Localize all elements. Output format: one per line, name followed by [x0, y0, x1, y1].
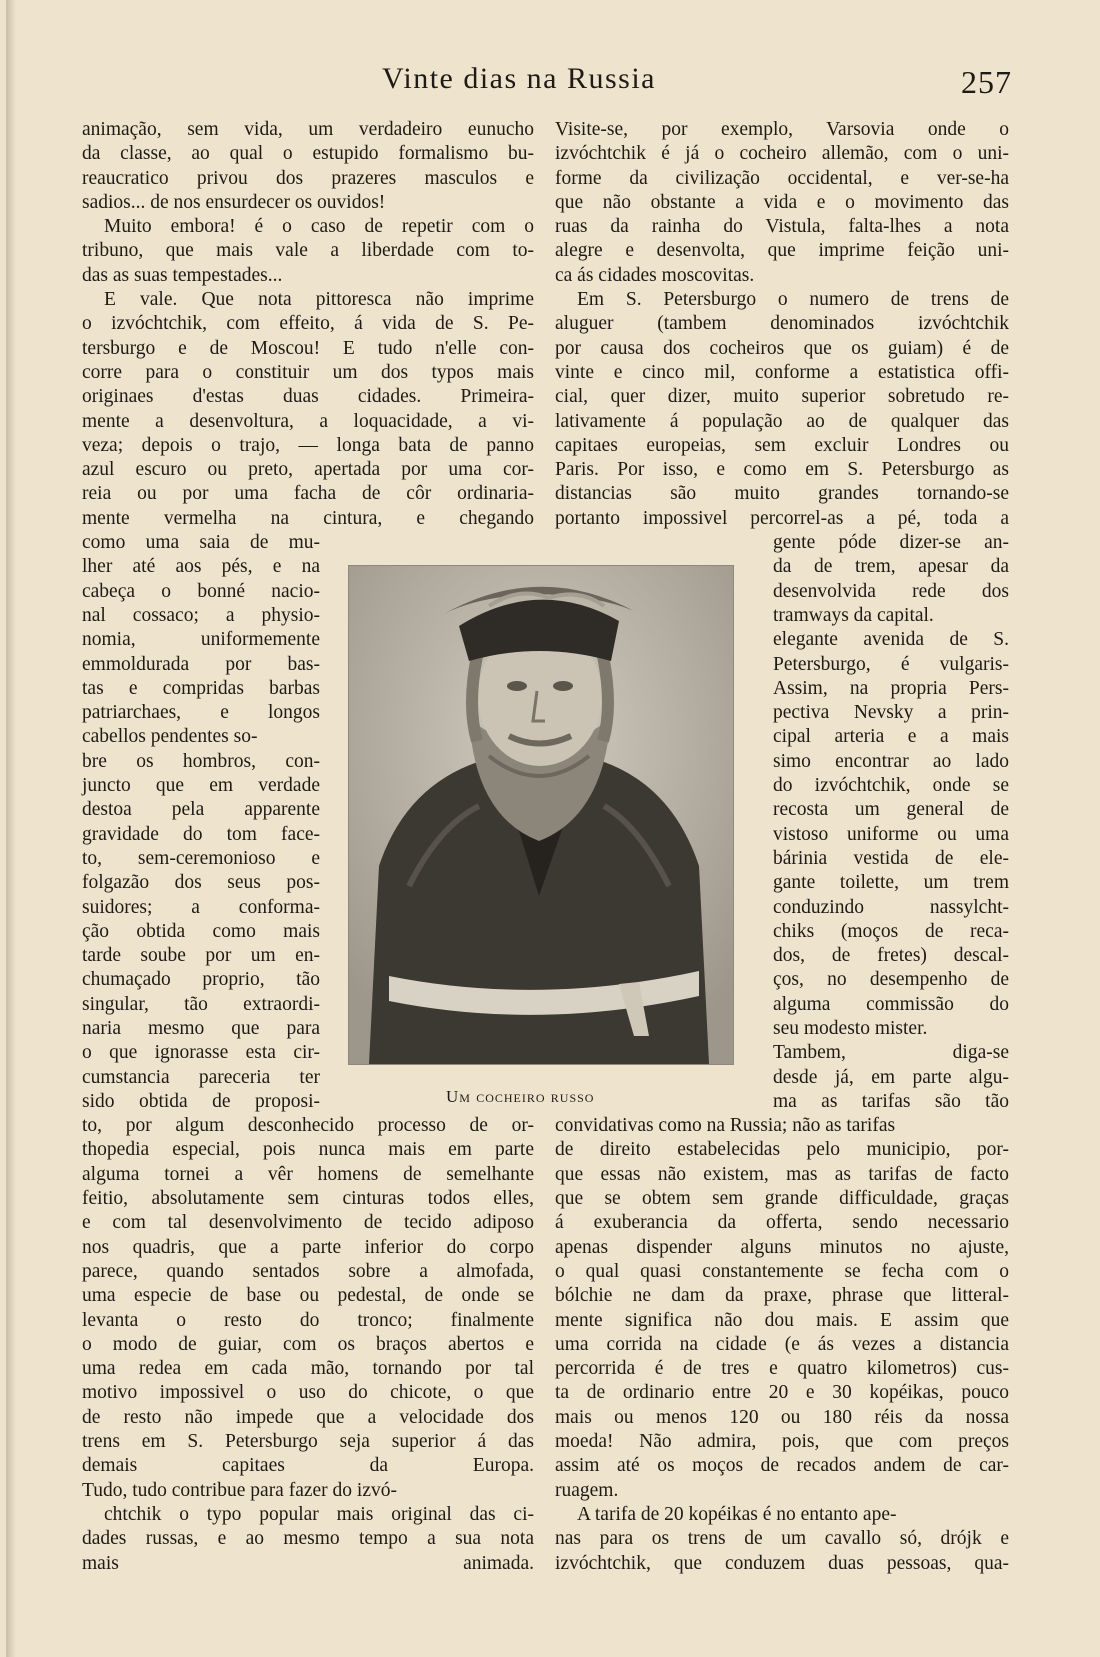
left-column-line: juncto que em verdade: [82, 775, 320, 797]
right-column-line: izvóchtchik, que conduzem duas pessoas, qua-: [555, 1552, 1009, 1574]
right-column-line: cial, quer dizer, muito superior sobretudo re-: [555, 386, 1009, 408]
left-column-line: destoa pela apparente: [82, 799, 320, 821]
left-column-line: sadios... de nos ensurdecer os ouvidos!: [82, 191, 386, 213]
right-column-line: elegante avenida de S.: [773, 629, 1009, 651]
right-column-line: pectiva Nevsky a prin-: [773, 702, 1009, 724]
left-column-line: e com tal desenvolvimento de tecido adiposo: [82, 1212, 534, 1234]
right-column-line: que essas não existem, mas as tarifas de facto: [555, 1163, 1009, 1185]
left-column-line: mais animada.: [82, 1552, 534, 1574]
left-column-line: o modo de guiar, com os braços abertos e: [82, 1333, 534, 1355]
right-column-line: convidativas como na Russia; não as tarifas: [555, 1115, 896, 1137]
left-column-line: reaucratico privou dos prazeres masculos e: [82, 167, 534, 189]
left-column-line: tarde soube por um en-: [82, 945, 320, 967]
left-column-line: o izvóchtchik, com effeito, á vida de S. Pe-: [82, 313, 534, 335]
coachman-photograph: [348, 565, 734, 1065]
right-column-line: tramways da capital.: [773, 604, 934, 626]
left-column-line: uma redea em cada mão, tornando por tal: [82, 1358, 534, 1380]
left-column-line: como uma saia de mu-: [82, 532, 320, 554]
coachman-portrait-illustration: [349, 566, 733, 1064]
left-column-line: emmoldurada por bas-: [82, 653, 320, 675]
left-column-line: cumstancia pareceria ter: [82, 1066, 320, 1088]
left-column-line: singular, tão extraordi-: [82, 993, 320, 1015]
left-column-line: ção obtida como mais: [82, 920, 320, 942]
left-column-line: de resto não impede que a velocidade dos: [82, 1406, 534, 1428]
left-column-line: tas e compridas barbas: [82, 677, 320, 699]
right-column-line: vinte e cinco mil, conforme a estatistica offi-: [555, 361, 1009, 383]
left-column-line: gravidade do tom face-: [82, 823, 320, 845]
right-column-line: Tambem, diga-se: [773, 1042, 1009, 1064]
right-column-line: á exuberancia da offerta, sendo necessario: [555, 1212, 1009, 1234]
left-column-line: originaes d'estas duas cidades. Primeira-: [82, 386, 534, 408]
right-column-line: simo encontrar ao lado: [773, 750, 1009, 772]
right-column-line: bárinia vestida de ele-: [773, 847, 1009, 869]
right-column-line: ços, no desempenho de: [773, 969, 1009, 991]
left-column-line: da classe, ao qual o estupido formalismo bu-: [82, 143, 534, 165]
right-column-line: dos, de fretes) descal-: [773, 945, 1009, 967]
left-column-line: motivo impossivel o uso do chicote, o que: [82, 1382, 534, 1404]
left-column-line: cabeça o bonné nacio-: [82, 580, 320, 602]
left-column-line: nomia, uniformemente: [82, 629, 320, 651]
left-column-line: animação, sem vida, um verdadeiro eunucho: [82, 119, 534, 140]
left-column-line: parece, quando sentados sobre a almofada,: [82, 1260, 534, 1282]
left-column-line: tribuno, que mais vale a liberdade com to-: [82, 240, 534, 262]
right-column-line: lativamente á população ao de qualquer das: [555, 410, 1009, 432]
left-column-line: o que ignorasse esta cir-: [82, 1042, 320, 1064]
right-column-line: da de trem, apesar da: [773, 556, 1009, 578]
right-column-line: de direito estabelecidas pelo municipio, por-: [555, 1139, 1009, 1161]
right-column-line: o qual quasi constantemente se fecha com o: [555, 1260, 1009, 1282]
left-column-line: Tudo, tudo contribue para fazer do izvó-: [82, 1479, 397, 1501]
left-column-line: to, sem-ceremonioso e: [82, 847, 320, 869]
right-column-line: vistoso uniforme ou uma: [773, 823, 1009, 845]
right-column-line: chiks (moços de reca-: [773, 920, 1009, 942]
left-column-line: E vale. Que nota pittoresca não imprime: [104, 289, 534, 311]
right-column-line: ta de ordinario entre 20 e 30 kopéikas, pouco: [555, 1382, 1009, 1404]
right-column-line: desde já, em parte algu-: [773, 1066, 1009, 1088]
left-column-line: Muito embora! é o caso de repetir com o: [104, 216, 534, 238]
right-column-line: gente póde dizer-se an-: [773, 532, 1009, 554]
right-column-line: Paris. Por isso, e como em S. Petersburgo as: [555, 459, 1009, 481]
left-column-line: levanta o resto do tronco; finalmente: [82, 1309, 534, 1331]
right-column-line: do izvóchtchik, onde se: [773, 775, 1009, 797]
left-column-line: corre para o constituir um dos typos mais: [82, 361, 534, 383]
left-column-line: trens em S. Petersburgo seja superior á das: [82, 1431, 534, 1453]
left-column-line: lher até aos pés, e na: [82, 556, 320, 578]
right-column-line: ruas da rainha do Vistula, falta-lhes a nota: [555, 216, 1009, 238]
right-column-line: nas para os trens de um cavallo só, drójk e: [555, 1528, 1009, 1550]
right-column-line: mente significa não dou mais. E assim que: [555, 1309, 1009, 1331]
left-column-line: uma especie de base ou pedestal, de onde se: [82, 1285, 534, 1307]
right-column-line: ca ás cidades moscovitas.: [555, 264, 755, 286]
right-column-line: conduzindo nassylcht-: [773, 896, 1009, 918]
right-column-line: apenas dispender alguns minutos no ajuste,: [555, 1236, 1009, 1258]
left-column-line: to, por algum desconhecido processo de or-: [82, 1115, 534, 1137]
left-column-line: tersburgo e de Moscou! E tudo n'elle con-: [82, 337, 534, 359]
left-column-line: dades russas, e ao mesmo tempo a sua nota: [82, 1528, 534, 1550]
left-column-line: nos quadris, que a parte inferior do corpo: [82, 1236, 534, 1258]
figure-caption: Um cocheiro russo: [446, 1087, 595, 1106]
right-column-line: por causa dos cocheiros que os guiam) é de: [555, 337, 1009, 359]
right-column-line: izvóchtchik é já o cocheiro allemão, com o uni-: [555, 143, 1009, 165]
right-column-line: ma as tarifas são tão: [773, 1090, 1009, 1112]
right-column-line: Petersburgo, é vulgaris-: [773, 653, 1009, 675]
left-column-line: azul escuro ou preto, apertada por uma cor-: [82, 459, 534, 481]
page-number: 257: [961, 64, 1012, 100]
running-title: Vinte dias na Russia: [382, 62, 656, 95]
right-column-line: assim até os moços de recados andem de car-: [555, 1455, 1009, 1477]
left-column-line: veza; depois o trajo, — longa bata de panno: [82, 434, 534, 456]
left-column-line: mente vermelha na cintura, e chegando: [82, 507, 534, 529]
right-column-line: moeda! Não admira, pois, que com preços: [555, 1431, 1009, 1453]
right-column-line: que não obstante a vida e o movimento das: [555, 191, 1009, 213]
right-column-line: percorrida é de tres e quatro kilometros) cus-: [555, 1358, 1009, 1380]
right-column-line: forme da civilização occidental, e ver-se-ha: [555, 167, 1009, 189]
right-column-line: bólchie ne dam da praxe, phrase que litteral-: [555, 1285, 1009, 1307]
left-column-line: mente a desenvoltura, a loquacidade, a vi-: [82, 410, 534, 432]
page-gutter-shadow: [6, 0, 16, 1657]
right-column-line: cipal arteria e a mais: [773, 726, 1009, 748]
left-column-line: bre os hombros, con-: [82, 750, 320, 772]
left-column-line: reia ou por uma facha de côr ordinaria-: [82, 483, 534, 505]
right-column-line: aluguer (tambem denominados izvóchtchik: [555, 313, 1009, 335]
right-column-line: Assim, na propria Pers-: [773, 677, 1009, 699]
left-column-line: chtchik o typo popular mais original das ci-: [104, 1503, 534, 1525]
left-column-line: folgazão dos seus pos-: [82, 872, 320, 894]
right-column-line: alguma commissão do: [773, 993, 1009, 1015]
left-column-line: cabellos pendentes so-: [82, 726, 258, 748]
right-column-line: Visite-se, por exemplo, Varsovia onde o: [555, 119, 1009, 140]
left-column-line: naria mesmo que para: [82, 1017, 320, 1039]
left-column-line: suidores; a conforma-: [82, 896, 320, 918]
right-column-line: uma corrida na cidade (e ás vezes a distancia: [555, 1333, 1009, 1355]
left-column-line: chumaçado proprio, tão: [82, 969, 320, 991]
left-column-line: patriarchaes, e longos: [82, 702, 320, 724]
right-column-line: A tarifa de 20 kopéikas é no entanto ape-: [577, 1503, 897, 1525]
right-column-line: Em S. Petersburgo o numero de trens de: [577, 289, 1009, 311]
right-column-line: capitaes europeias, sem excluir Londres ou: [555, 434, 1009, 456]
left-column-line: das as suas tempestades...: [82, 264, 283, 286]
page-header: [360, 62, 1020, 112]
right-column-line: gante toilette, um trem: [773, 872, 1009, 894]
left-column-line: alguma tornei a vêr homens de semelhante: [82, 1163, 534, 1185]
right-column-line: alegre e desenvolta, que imprime feição uni-: [555, 240, 1009, 262]
right-column-line: que se obtem sem grande difficuldade, graças: [555, 1188, 1009, 1210]
right-column-line: portanto impossivel percorrel-as a pé, toda a: [555, 507, 1009, 529]
left-column-line: sido obtida de proposi-: [82, 1090, 320, 1112]
left-column-line: nal cossaco; a physio-: [82, 604, 320, 626]
right-column-line: ruagem.: [555, 1479, 619, 1501]
right-column-line: mais ou menos 120 ou 180 réis da nossa: [555, 1406, 1009, 1428]
left-column-line: demais capitaes da Europa.: [82, 1455, 534, 1477]
right-column-line: recosta um general de: [773, 799, 1009, 821]
right-column-line: distancias são muito grandes tornando-se: [555, 483, 1009, 505]
right-column-line: desenvolvida rede dos: [773, 580, 1009, 602]
left-column-line: thopedia especial, pois nunca mais em parte: [82, 1139, 534, 1161]
right-column-line: seu modesto mister.: [773, 1017, 928, 1039]
left-column-line: feitio, absolutamente sem cinturas todos elles,: [82, 1188, 534, 1210]
